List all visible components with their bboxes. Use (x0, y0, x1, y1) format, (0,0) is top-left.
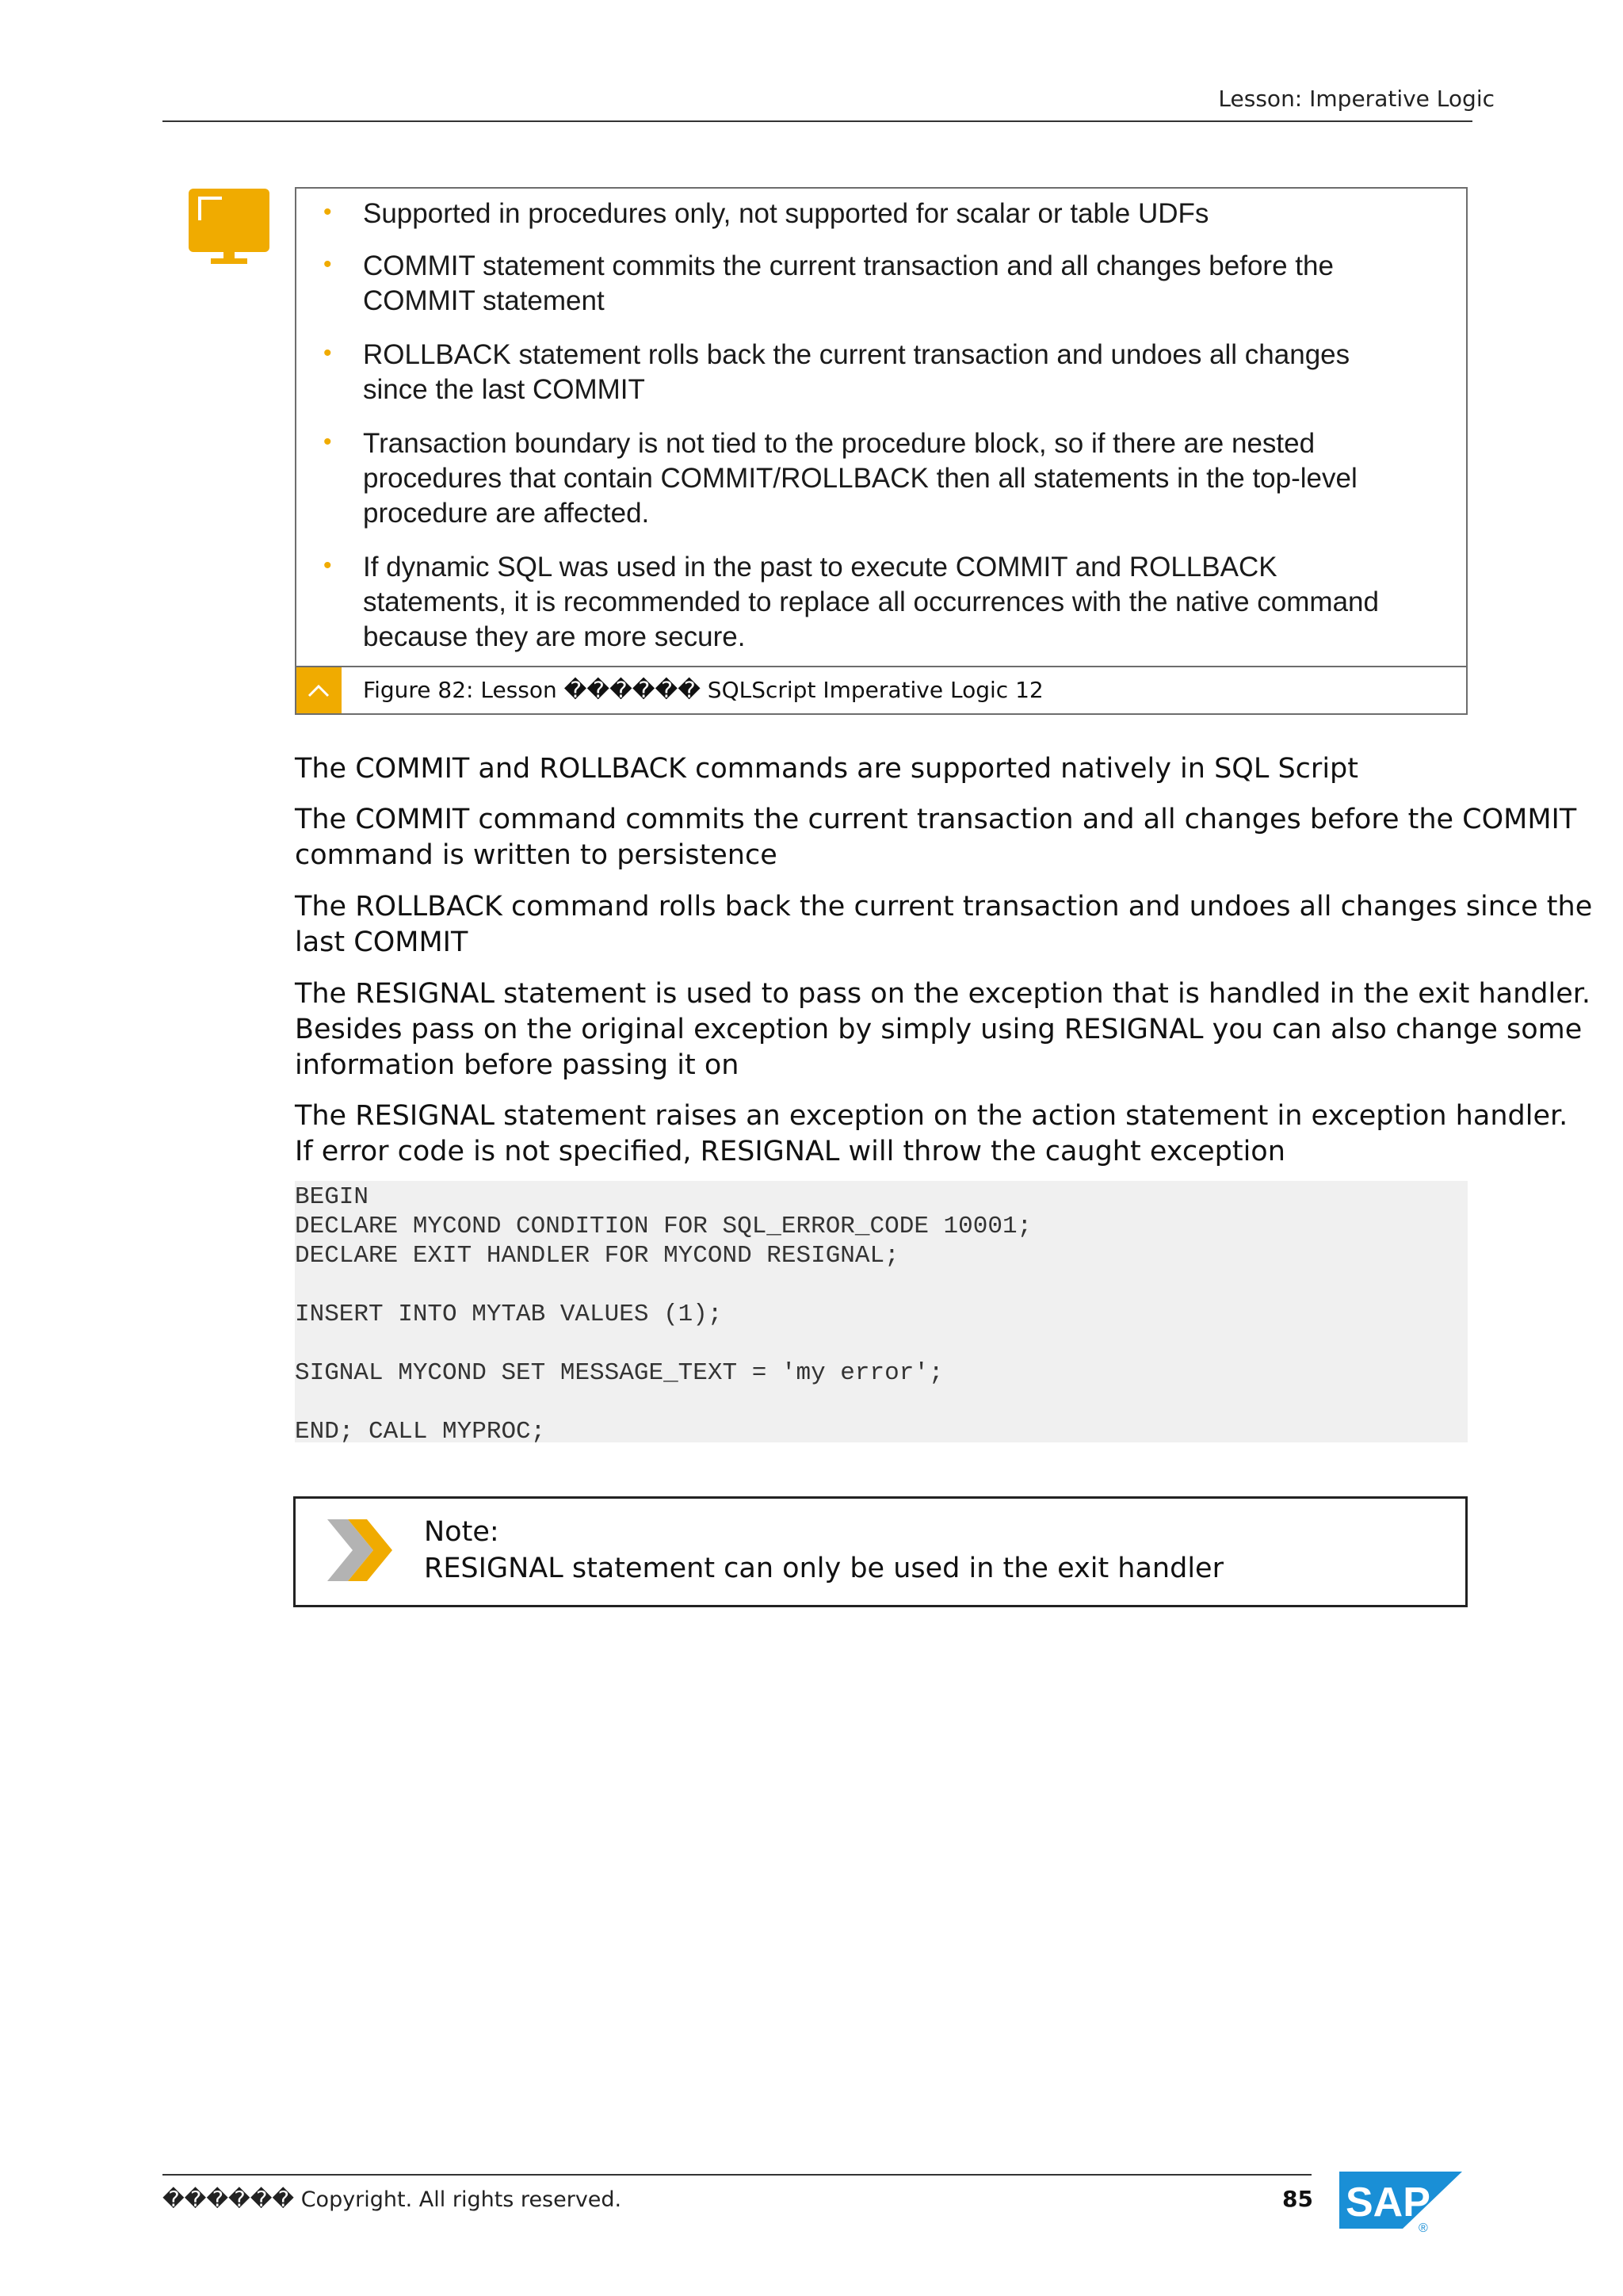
code-line (295, 1270, 1468, 1300)
header-lesson-title: Lesson: Imperative Logic (1218, 86, 1495, 112)
figure-caption-bar (296, 666, 1466, 713)
caption-collapse-button[interactable] (296, 667, 342, 713)
note-title: Note: (424, 1516, 499, 1548)
chevron-up-icon (296, 667, 342, 713)
body-paragraph: The ROLLBACK command rolls back the current transaction and undoes all changes since the last COMMIT (295, 891, 1593, 958)
header-divider (162, 120, 1472, 122)
code-line: DECLARE EXIT HANDLER FOR MYCOND RESIGNAL; (295, 1242, 899, 1270)
body-paragraph: The COMMIT and ROLLBACK commands are supported natively in SQL Script (295, 753, 1358, 785)
body-paragraph: The RESIGNAL statement is used to pass on the exception that is handled in the exit handler. Besides pass on the original exception by simply using RESIGNAL you can also change some information before passing it on (295, 978, 1591, 1081)
note-text: RESIGNAL statement can only be used in the exit handler (424, 1553, 1224, 1584)
figure-bullet-item: • Transaction boundary is not tied to the procedure block, so if there are nested procedures that contain COMMIT/ROLLBACK then all statements in the top-level procedure are affected. (323, 428, 1358, 529)
code-line: SIGNAL MYCOND SET MESSAGE_TEXT = 'my error'; (295, 1359, 944, 1387)
code-block (295, 1181, 1468, 1446)
code-line: BEGIN (295, 1183, 369, 1211)
figure-bullet-item: • COMMIT statement commits the current transaction and all changes before the COMMIT statement (323, 250, 1334, 316)
presentation-screen-icon (189, 189, 269, 264)
body-paragraph: The RESIGNAL statement raises an exception on the action statement in exception handler. If error code is not specified, RESIGNAL will throw the caught exception (295, 1100, 1568, 1167)
code-line (295, 1388, 1468, 1417)
code-line: END; CALL MYPROC; (295, 1418, 546, 1446)
figure-bullet-item: • Supported in procedures only, not supported for scalar or table UDFs (323, 198, 1209, 229)
figure-panel (295, 187, 1468, 715)
body-paragraph: The COMMIT command commits the current transaction and all changes before the COMMIT command is written to persistence (295, 804, 1577, 871)
svg-text:®: ® (1419, 2222, 1428, 2235)
code-line: INSERT INTO MYTAB VALUES (1); (295, 1301, 723, 1328)
svg-text:SAP: SAP (1346, 2179, 1430, 2225)
code-line (295, 1329, 1468, 1358)
code-line: DECLARE MYCOND CONDITION FOR SQL_ERROR_CODE 10001; (295, 1213, 1033, 1240)
figure-bullet-item: • If dynamic SQL was used in the past to execute COMMIT and ROLLBACK statements, it is recommended to replace all occurrences with the native command because they are more secure. (323, 552, 1379, 652)
sap-logo (1339, 2172, 1462, 2235)
page-number: 85 (1282, 2186, 1313, 2212)
figure-bullet-item: • ROLLBACK statement rolls back the current transaction and undoes all changes since the last COMMIT (323, 339, 1350, 405)
footer-divider (162, 2174, 1312, 2176)
footer-copyright: ������ Copyright. All rights reserved. (162, 2187, 622, 2212)
figure-caption: Figure 82: Lesson ������ SQLScript Imperative Logic 12 (363, 677, 1044, 703)
double-chevron-right-icon (324, 1516, 395, 1584)
note-callout (293, 1496, 1468, 1607)
